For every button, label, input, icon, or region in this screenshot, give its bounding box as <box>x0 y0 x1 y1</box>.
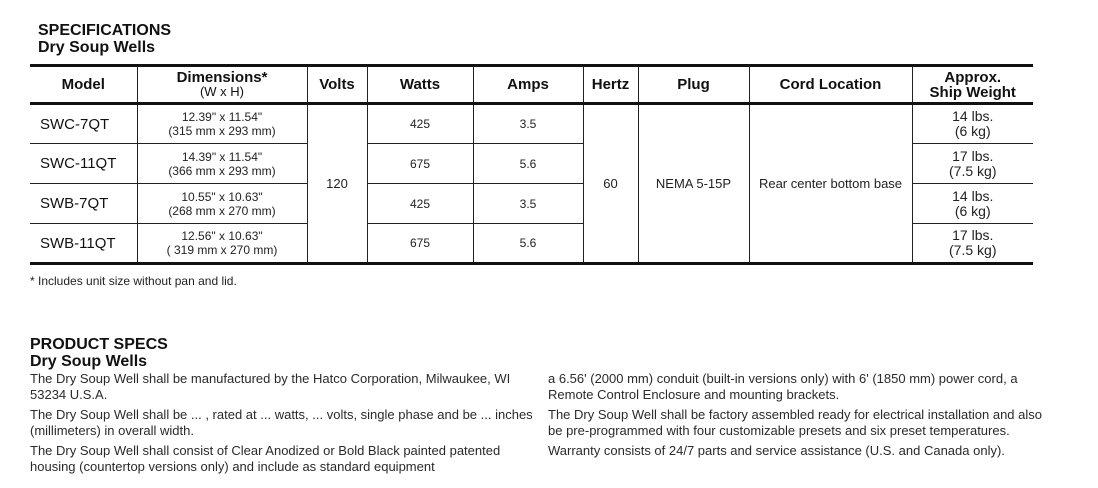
cell-dimensions <box>137 224 307 264</box>
cell-model: SWC-7QT <box>30 104 137 144</box>
spec-paragraph: The Dry Soup Well shall be factory assembled ready for electrical installation and also be pre-programmed with four customizable presets and six preset temperatures. <box>548 407 1042 438</box>
cell-model: SWB-7QT <box>30 184 137 224</box>
cell-watts: 675 <box>367 144 473 184</box>
specifications-title: SPECIFICATIONS <box>38 22 172 39</box>
weight-kg: (7.5 kg) <box>949 162 997 179</box>
header-amps: Amps <box>473 66 583 104</box>
dim-inches: 12.39" x 11.54" <box>181 110 263 124</box>
table-header-row <box>30 66 1033 104</box>
spec-paragraph: Warranty consists of 24/7 parts and service assistance (U.S. and Canada only). <box>548 443 1005 458</box>
specifications-table <box>30 64 1033 265</box>
weight-lbs: 17 lbs. <box>952 147 994 164</box>
header-weight-line1: Approx. <box>944 68 1002 86</box>
header-model: Model <box>30 66 137 104</box>
cell-ship-weight <box>912 184 1033 224</box>
header-dimensions-label: Dimensions* <box>176 69 268 86</box>
spec-paragraph: The Dry Soup Well shall consist of Clear Anodized or Bold Black painted patented housing (countertop versions only) and include as standard equipment <box>30 443 501 474</box>
product-specs-subtitle: Dry Soup Wells <box>30 353 148 370</box>
cell-watts: 425 <box>367 184 473 224</box>
header-ship-weight <box>912 66 1033 104</box>
product-specs-title: PRODUCT SPECS <box>30 336 168 353</box>
cell-amps: 3.5 <box>473 184 583 224</box>
header-plug: Plug <box>638 66 749 104</box>
header-cord-location: Cord Location <box>749 66 912 104</box>
cell-volts: 120 <box>307 104 367 264</box>
spec-paragraph: The Dry Soup Well shall be manufactured by the Hatco Corporation, Milwaukee, WI 53234 U.S.A. <box>30 371 511 402</box>
weight-lbs: 14 lbs. <box>952 187 994 204</box>
header-dimensions <box>137 66 307 104</box>
weight-kg: (7.5 kg) <box>949 242 997 258</box>
header-volts: Volts <box>307 66 367 104</box>
weight-kg: (6 kg) <box>954 202 991 219</box>
cell-dimensions <box>137 144 307 184</box>
header-hertz: Hertz <box>583 66 638 104</box>
weight-lbs: 17 lbs. <box>952 227 994 243</box>
header-dimensions-sub: (W x H) <box>199 84 245 99</box>
cell-ship-weight <box>912 144 1033 184</box>
cell-amps: 5.6 <box>473 144 583 184</box>
weight-kg: (6 kg) <box>954 123 991 139</box>
cell-ship-weight <box>912 224 1033 264</box>
cell-dimensions <box>137 184 307 224</box>
cell-dimensions <box>137 104 307 144</box>
dim-inches: 12.56" x 10.63" <box>181 229 263 243</box>
dim-inches: 10.55" x 10.63" <box>181 189 263 204</box>
dim-mm: (366 mm x 293 mm) <box>168 163 276 178</box>
weight-lbs: 14 lbs. <box>952 108 994 124</box>
cell-model: SWC-11QT <box>30 144 137 184</box>
header-watts: Watts <box>367 66 473 104</box>
table-row <box>30 104 1033 144</box>
cell-watts: 425 <box>367 104 473 144</box>
dim-inches: 14.39" x 11.54" <box>181 149 263 164</box>
cell-hertz: 60 <box>583 104 638 264</box>
spec-paragraph: a 6.56' (2000 mm) conduit (built-in versions only) with 6' (1850 mm) power cord, a Remote Control Enclosure and mounting brackets. <box>548 371 1018 402</box>
dim-mm: ( 319 mm x 270 mm) <box>166 243 278 257</box>
dim-mm: (315 mm x 293 mm) <box>168 124 276 138</box>
product-specs-right-column <box>548 371 1053 463</box>
cell-plug: NEMA 5-15P <box>638 104 749 264</box>
product-specs-left-column <box>30 371 535 479</box>
table-footnote: * Includes unit size without pan and lid. <box>30 274 237 288</box>
cell-ship-weight <box>912 104 1033 144</box>
cell-amps: 3.5 <box>473 104 583 144</box>
dim-mm: (268 mm x 270 mm) <box>168 203 276 218</box>
spec-paragraph: The Dry Soup Well shall be ... , rated at ... watts, ... volts, single phase and be ... inches (millimeters) in overall width. <box>30 407 533 438</box>
cell-watts: 675 <box>367 224 473 264</box>
cell-amps: 5.6 <box>473 224 583 264</box>
header-weight-line2: Ship Weight <box>929 83 1016 101</box>
specifications-subtitle: Dry Soup Wells <box>38 39 156 56</box>
cell-model: SWB-11QT <box>30 224 137 264</box>
cell-cord-location: Rear center bottom base <box>749 104 912 264</box>
